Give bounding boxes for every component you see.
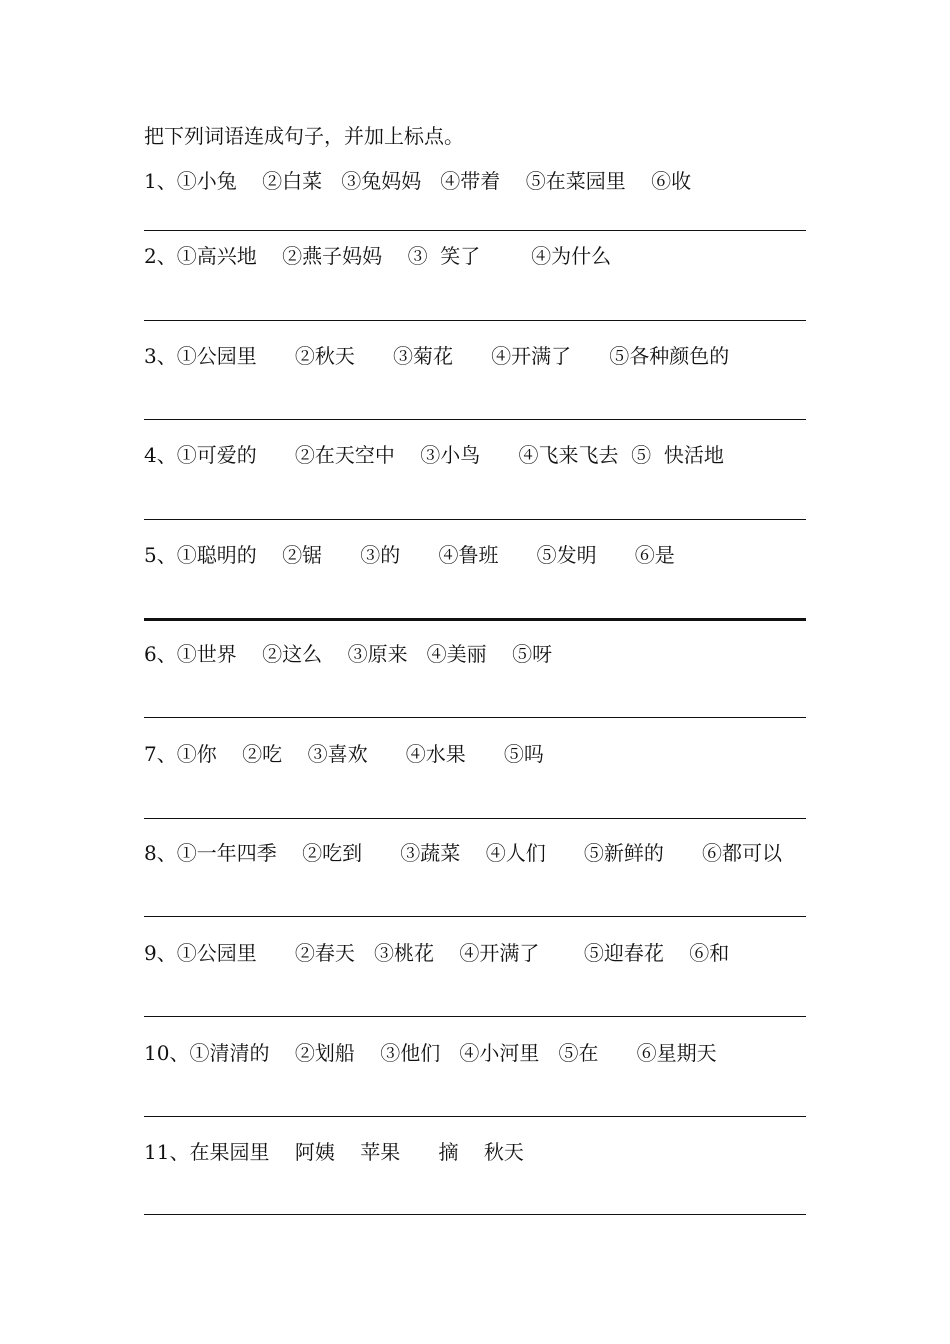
answer-line-5 <box>144 618 806 621</box>
question-4: 4、①可爱的 ②在天空中 ③小鸟 ④飞来飞去 ⑤ 快活地 <box>144 443 724 467</box>
answer-line-3 <box>144 419 806 420</box>
question-1: 1、①小兔 ②白菜 ③兔妈妈 ④带着 ⑤在菜园里 ⑥收 <box>144 169 692 193</box>
question-11: 11、在果园里 阿姨 苹果 摘 秋天 <box>144 1140 524 1164</box>
answer-line-8 <box>144 916 806 917</box>
answer-line-6 <box>144 717 806 718</box>
question-8: 8、①一年四季 ②吃到 ③蔬菜 ④人们 ⑤新鲜的 ⑥都可以 <box>144 841 783 865</box>
answer-line-2 <box>144 320 806 321</box>
answer-line-9 <box>144 1016 806 1017</box>
question-2: 2、①高兴地 ②燕子妈妈 ③ 笑了 ④为什么 <box>144 244 612 268</box>
question-6: 6、①世界 ②这么 ③原来 ④美丽 ⑤呀 <box>144 642 553 666</box>
answer-line-7 <box>144 818 806 819</box>
answer-line-10 <box>144 1116 806 1117</box>
instruction-text: 把下列词语连成句子，并加上标点。 <box>144 124 464 148</box>
question-3: 3、①公园里 ②秋天 ③菊花 ④开满了 ⑤各种颜色的 <box>144 344 730 368</box>
question-10: 10、①清清的 ②划船 ③他们 ④小河里 ⑤在 ⑥星期天 <box>144 1041 717 1065</box>
answer-line-4 <box>144 519 806 520</box>
answer-line-1 <box>144 230 806 231</box>
question-7: 7、①你 ②吃 ③喜欢 ④水果 ⑤吗 <box>144 742 544 766</box>
question-9: 9、①公园里 ②春天 ③桃花 ④开满了 ⑤迎春花 ⑥和 <box>144 941 730 965</box>
question-5: 5、①聪明的 ②锯 ③的 ④鲁班 ⑤发明 ⑥是 <box>144 543 675 567</box>
answer-line-11 <box>144 1214 806 1215</box>
